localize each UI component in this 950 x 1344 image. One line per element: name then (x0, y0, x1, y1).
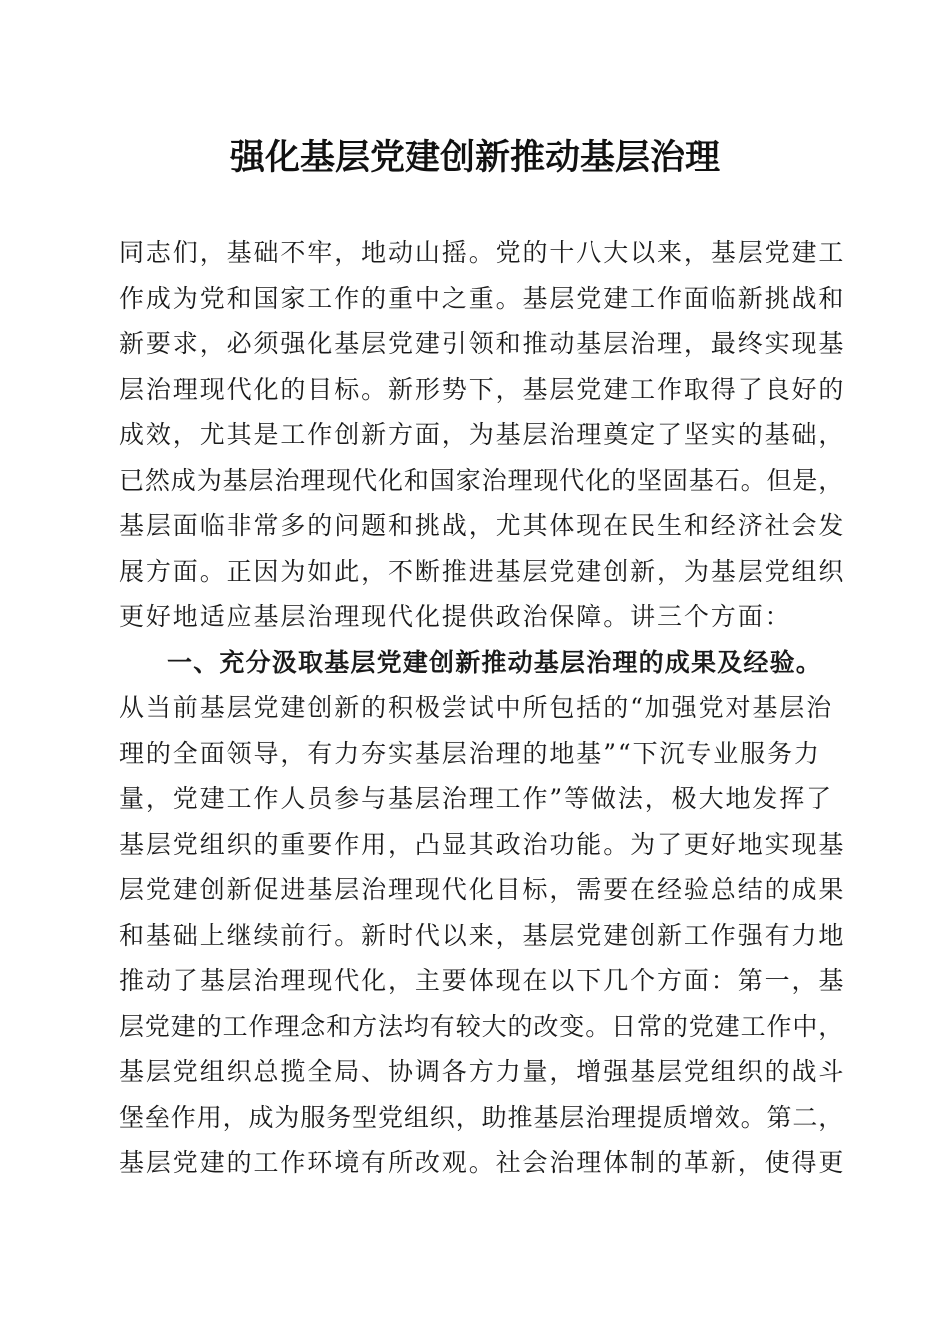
paragraph-line: 层党建的工作理念和方法均有较大的改变。日常的党建工作中， (119, 1011, 845, 1041)
paragraph-line: 堡垒作用，成为服务型党组织，助推基层治理提质增效。第二， (119, 1102, 845, 1132)
paragraph-line: 已然成为基层治理现代化和国家治理现代化的坚固基石。但是， (119, 465, 845, 495)
paragraph-line: 基层党建的工作环境有所改观。社会治理体制的革新，使得更 (119, 1148, 846, 1177)
document-body (119, 230, 846, 1186)
paragraph-line: 理的全面领导，有力夯实基层治理的地基”“下沉专业服务力 (119, 738, 821, 768)
paragraph-line: 新要求，必须强化基层党建引领和推动基层治理，最终实现基 (119, 329, 846, 358)
paragraph-line: 作成为党和国家工作的重中之重。基层党建工作面临新挑战和 (119, 283, 846, 313)
paragraph-line: 展方面。正因为如此，不断推进基层党建创新，为基层党组织 (119, 556, 846, 586)
paragraph-line: 从当前基层党建创新的积极尝试中所包括的“加强党对基层治 (119, 693, 834, 722)
paragraph-line: 和基础上继续前行。新时代以来，基层党建创新工作强有力地 (119, 920, 846, 950)
document-title: 强化基层党建创新推动基层治理 (229, 137, 720, 178)
paragraph-line: 更好地适应基层治理现代化提供政治保障。讲三个方面： (119, 602, 792, 631)
paragraph-line: 层党建创新促进基层治理现代化目标，需要在经验总结的成果 (119, 875, 846, 904)
paragraph-line: 基层党组织的重要作用，凸显其政治功能。为了更好地实现基 (119, 829, 846, 859)
paragraph-line: 同志们，基础不牢，地动山摇。党的十八大以来，基层党建工 (119, 238, 846, 267)
paragraph-line: 层治理现代化的目标。新形势下，基层党建工作取得了良好的 (119, 374, 846, 404)
paragraph-line: 基层面临非常多的问题和挑战，尤其体现在民生和经济社会发 (119, 511, 846, 540)
section-heading: 一、充分汲取基层党建创新推动基层治理的成果及经验。 (167, 647, 823, 677)
paragraph-line: 基层党组织总揽全局、协调各方力量，增强基层党组织的战斗 (119, 1057, 846, 1086)
paragraph-line: 量，党建工作人员参与基层治理工作”等做法，极大地发挥了 (119, 784, 834, 813)
paragraph-line: 成效，尤其是工作创新方面，为基层治理奠定了坚实的基础， (119, 420, 846, 449)
paragraph-line: 推动了基层治理现代化，主要体现在以下几个方面：第一，基 (119, 966, 846, 995)
